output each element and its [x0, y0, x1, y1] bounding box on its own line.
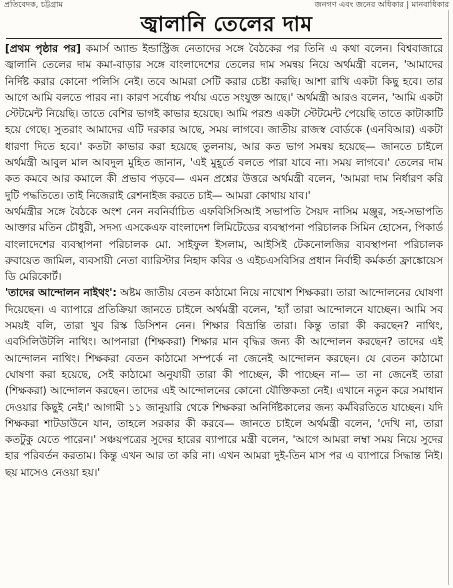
continuation-label: [প্রথম পৃষ্ঠার পর]	[5, 43, 81, 55]
top-strip	[0, 0, 453, 10]
top-strip-right: জনগণ এবং জনের অধিকার | মানবাধিকার	[314, 0, 449, 9]
subheading: 'তাদের আন্দোলন নাইথং':	[5, 287, 117, 300]
paragraph-3-text: অষ্টম জাতীয় বেতন কাঠামো নিয়ে নাখোশ শিক্ষকরা। তারা আন্দোলনের ঘোষণা দিয়েছেন। এ ব্যাপারে প্রতিক্রিয়া জানতে চাইলে অর্থমন্ত্রী বলেন, 'হ্যাঁ তারা আন্দোলনে যাচ্ছেন। আমি সব সময়ই বলি, তারা খুব রিস্ক ডিসিশন নেন। শিক্ষার বিভ্রান্তি তারা। কিন্তু তারা কী করছেন? নাথিং, এবসিলিউটলি নাথিং। আপনারা (শিক্ষকরা) শিক্ষার মান বৃদ্ধির জন্য কী আন্দোলন করছেন? তাদের এই আন্দোলন নাথিং। শিক্ষকরা বেতন কাঠামো সম্পর্কে না জেনেই আন্দোলন করছেন। যে বেতন কাঠামো ঘোষণা করা হয়েছে, সেই কাঠামো অনুযায়ী তারা কী পাচ্ছেন, কী পাচ্ছেন না— তা না জেনেই তারা (শিক্ষকরা) আন্দোলন করছেন। তাদের এই আন্দোলনের কোনো যৌক্তিকতা নেই। এখানে নতুন করে সমাধান দেওয়ার কিছুই নেই।' আগামী ১১ জানুয়ারি থেকে শিক্ষকরা অনির্দিষ্টকালের জন্য কর্মবিরতিতে যাচ্ছেন। যদি শিক্ষকরা শাটডাউনে যান, তাহলে সরকার কী করবে— জানতে চাইলে অর্থমন্ত্রী বলেন, 'দেখি না, তারা কতটুকু যেতে পারেন।' সঞ্চয়পত্রের সুদের হারের ব্যাপারে মন্ত্রী বলেন, 'আগে আমরা লম্বা সময় নিয়ে সুদের হার পরিবর্তন করতাম। কিন্তু এখন আর তা করি না। এখন আমরা দুই-তিন মাস পর এ ব্যাপারে সিদ্ধান্ত নিই। ছয় মাসেও নেওয়া হয়।'	[5, 287, 443, 479]
column-divider	[448, 10, 449, 585]
paragraph-2	[5, 204, 443, 285]
paragraph-1	[5, 41, 443, 204]
headline: জ্বালানি তেলের দাম	[140, 12, 313, 36]
paragraph-3	[5, 285, 443, 481]
paragraph-2-text: অর্থমন্ত্রীর সঙ্গে বৈঠকে অংশ নেন নবনির্বাচিত এফবিসিসিআই সভাপতি সৈয়দ নাসিম মঞ্জুর, সহ-সভাপতি আক্তার মতিন চৌধুরী, সদস্য এসকেএফ বাংলাদেশ লিমিটেডের ব্যবস্থাপনা পরিচালক সিমিন হোসেন, পিকার্ড বাংলাদেশের ব্যবস্থাপনা পরিচালক মো. সাইফুল ইসলাম, আইসিই টেকনোলজির ব্যবস্থাপনা পরিচালক রুবায়েত জামিল, ব্যবসায়ী নেতা ব্যারিস্টার নিহাদ কবির ও এইচএসবিসির প্রধান নির্বাহী কর্মকর্তা ফ্রাঙ্কোয়েস ডি মেরিকোর্ট।	[5, 205, 443, 284]
article-body	[5, 41, 443, 585]
paragraph-1-text: কমার্স অ্যান্ড ইন্ডাস্ট্রিজ নেতাদের সঙ্গে বৈঠকের পর তিনি এ কথা বলেন। বিশ্ববাজারে জ্বালানি তেলের দাম কমা-বাড়ার সঙ্গে বাংলাদেশের তেলের দাম সমন্বয় নিয়ে অর্থমন্ত্রী বলেন, 'আমাদের নির্দিষ্ট করার কোনো পলিসি নেই। তবে আমরা সেটি করার চেষ্টা করছি। আশা রাখি একটা কিছু হবে। তার আগে আমি বলতে পারব না। কারণ সর্বোচ্চ পর্যায় এতে সংযুক্ত আছে।' অর্থমন্ত্রী আরও বলেন, 'আমি একটা স্টেটমেন্ট নিয়েছি। তাতে বেশির ভাগই কাভার হয়েছে। আমি পরশু একটা স্টেটমেন্ট পেয়েছি তাতে কাটাকাটি হয়ে গেছে। সুতরাং আমাদের এটি দরকার আছে, সময় লাগবে। জাতীয় রাজস্ব বোর্ডকে (এনবিআর) একটা ধারণা দিতে হবে।' কতটা কাভার করা হয়েছে তুলনায়, আর কত ভাগ সমন্বয় হয়েছে— জানতে চাইলে অর্থমন্ত্রী আবুল মাল আবদুল মুহিত জানান, 'এই মুহূর্তে বলতে পারা যাবে না। সময় লাগবে।' তেলের দাম কত কমবে আর কমালে কী প্রভাব পড়বে— এমন প্রশ্নের উত্তরে অর্থমন্ত্রী বলেন, 'আমরা দাম নির্ধারণ করি দুটি পদ্ধতিতে। তাই নিজেরাই রেশনাইজ করতে চাই— আমরা কোথায় যাব।'	[5, 43, 443, 202]
top-strip-left: প্রতিবেদক, চট্টগ্রাম	[4, 0, 63, 9]
headline-rule	[6, 38, 442, 39]
